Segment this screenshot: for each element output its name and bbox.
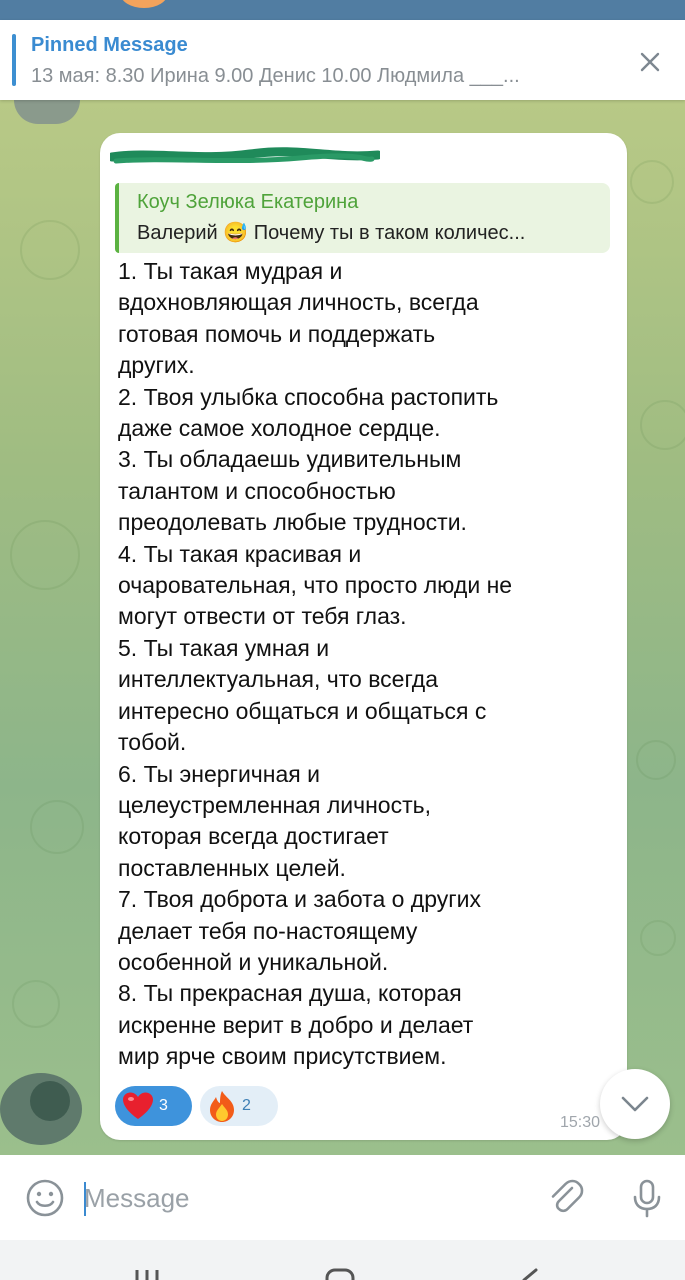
text-cursor: [84, 1182, 86, 1216]
message-line: 6. Ты энергичная и: [118, 760, 320, 787]
recent-apps-icon[interactable]: [133, 1264, 163, 1280]
back-icon[interactable]: [512, 1264, 540, 1280]
message-line: преодолевать любые трудности.: [118, 509, 467, 536]
message-line: поставленных целей.: [118, 854, 346, 881]
message-line: 5. Ты такая умная и: [118, 634, 330, 661]
scroll-down-button[interactable]: [600, 1069, 670, 1139]
message-line: 7. Твоя доброта и забота о других: [118, 886, 481, 913]
message-line: очаровательная, что просто люди не: [118, 572, 513, 599]
message-line: которая всегда достигает: [118, 823, 389, 850]
chevron-down-icon: [620, 1095, 650, 1113]
message-line: талантом и способностью: [118, 477, 396, 504]
chat-avatar[interactable]: [120, 0, 168, 8]
home-icon[interactable]: [324, 1264, 356, 1280]
message-line: интеллектуальная, что всегда: [118, 666, 439, 693]
reply-preview: Валерий 😅 Почему ты в таком количес...: [137, 222, 526, 244]
close-pinned-button[interactable]: [630, 42, 670, 82]
message-line: искренне верит в добро и делает: [118, 1011, 474, 1038]
message-line: готовая помочь и поддержать: [118, 320, 436, 347]
message-input-bar: [0, 1155, 685, 1240]
message-line: 1. Ты такая мудрая и: [118, 258, 343, 284]
message-line: 3. Ты обладаешь удивительным: [118, 446, 462, 473]
fire-icon: [206, 1089, 238, 1123]
reaction-heart[interactable]: [115, 1086, 192, 1126]
message-time: 15:30: [560, 1114, 601, 1131]
heart-icon: [121, 1091, 155, 1121]
reaction-count: 3: [159, 1097, 168, 1114]
reaction-count: 2: [242, 1097, 251, 1114]
system-nav-bar: [0, 1240, 685, 1280]
reaction-fire[interactable]: [200, 1086, 278, 1126]
reply-author: Коуч Зелюка Екатерина: [137, 191, 359, 213]
close-icon: [639, 51, 661, 73]
message-line: вдохновляющая личность, всегда: [118, 289, 479, 316]
message-line: 8. Ты прекрасная душа, которая: [118, 980, 462, 1007]
message-line: других.: [118, 352, 195, 379]
message-input[interactable]: [84, 1177, 514, 1219]
message-text: [118, 256, 608, 1073]
message-line: даже самое холодное сердце.: [118, 415, 441, 442]
microphone-icon[interactable]: [626, 1177, 668, 1219]
pinned-title: Pinned Message: [31, 34, 188, 56]
message-line: целеустремленная личность,: [118, 791, 431, 818]
header-strip: [0, 0, 685, 20]
message-line: особенной и уникальной.: [118, 948, 389, 975]
pinned-message-bar[interactable]: [0, 20, 685, 100]
message-line: мир ярче своим присутствием.: [118, 1043, 447, 1070]
redacted-sender-name: [110, 145, 380, 167]
reply-quote[interactable]: [115, 183, 610, 253]
message-line: 2. Твоя улыбка способна растопить: [118, 383, 499, 410]
message-line: интересно общаться и общаться с: [118, 697, 487, 724]
pinned-indicator: [12, 34, 16, 86]
message-line: тобой.: [118, 729, 187, 756]
paperclip-icon[interactable]: [545, 1177, 587, 1219]
message-line: делает тебя по-настоящему: [118, 917, 418, 944]
pinned-text: 13 мая: 8.30 Ирина 9.00 Денис 10.00 Людмила ___...: [31, 65, 520, 87]
message-line: 4. Ты такая красивая и: [118, 540, 362, 567]
message-line: могут отвести от тебя глаз.: [118, 603, 407, 630]
emoji-icon[interactable]: [24, 1177, 66, 1219]
sender-avatar[interactable]: [0, 1073, 82, 1145]
